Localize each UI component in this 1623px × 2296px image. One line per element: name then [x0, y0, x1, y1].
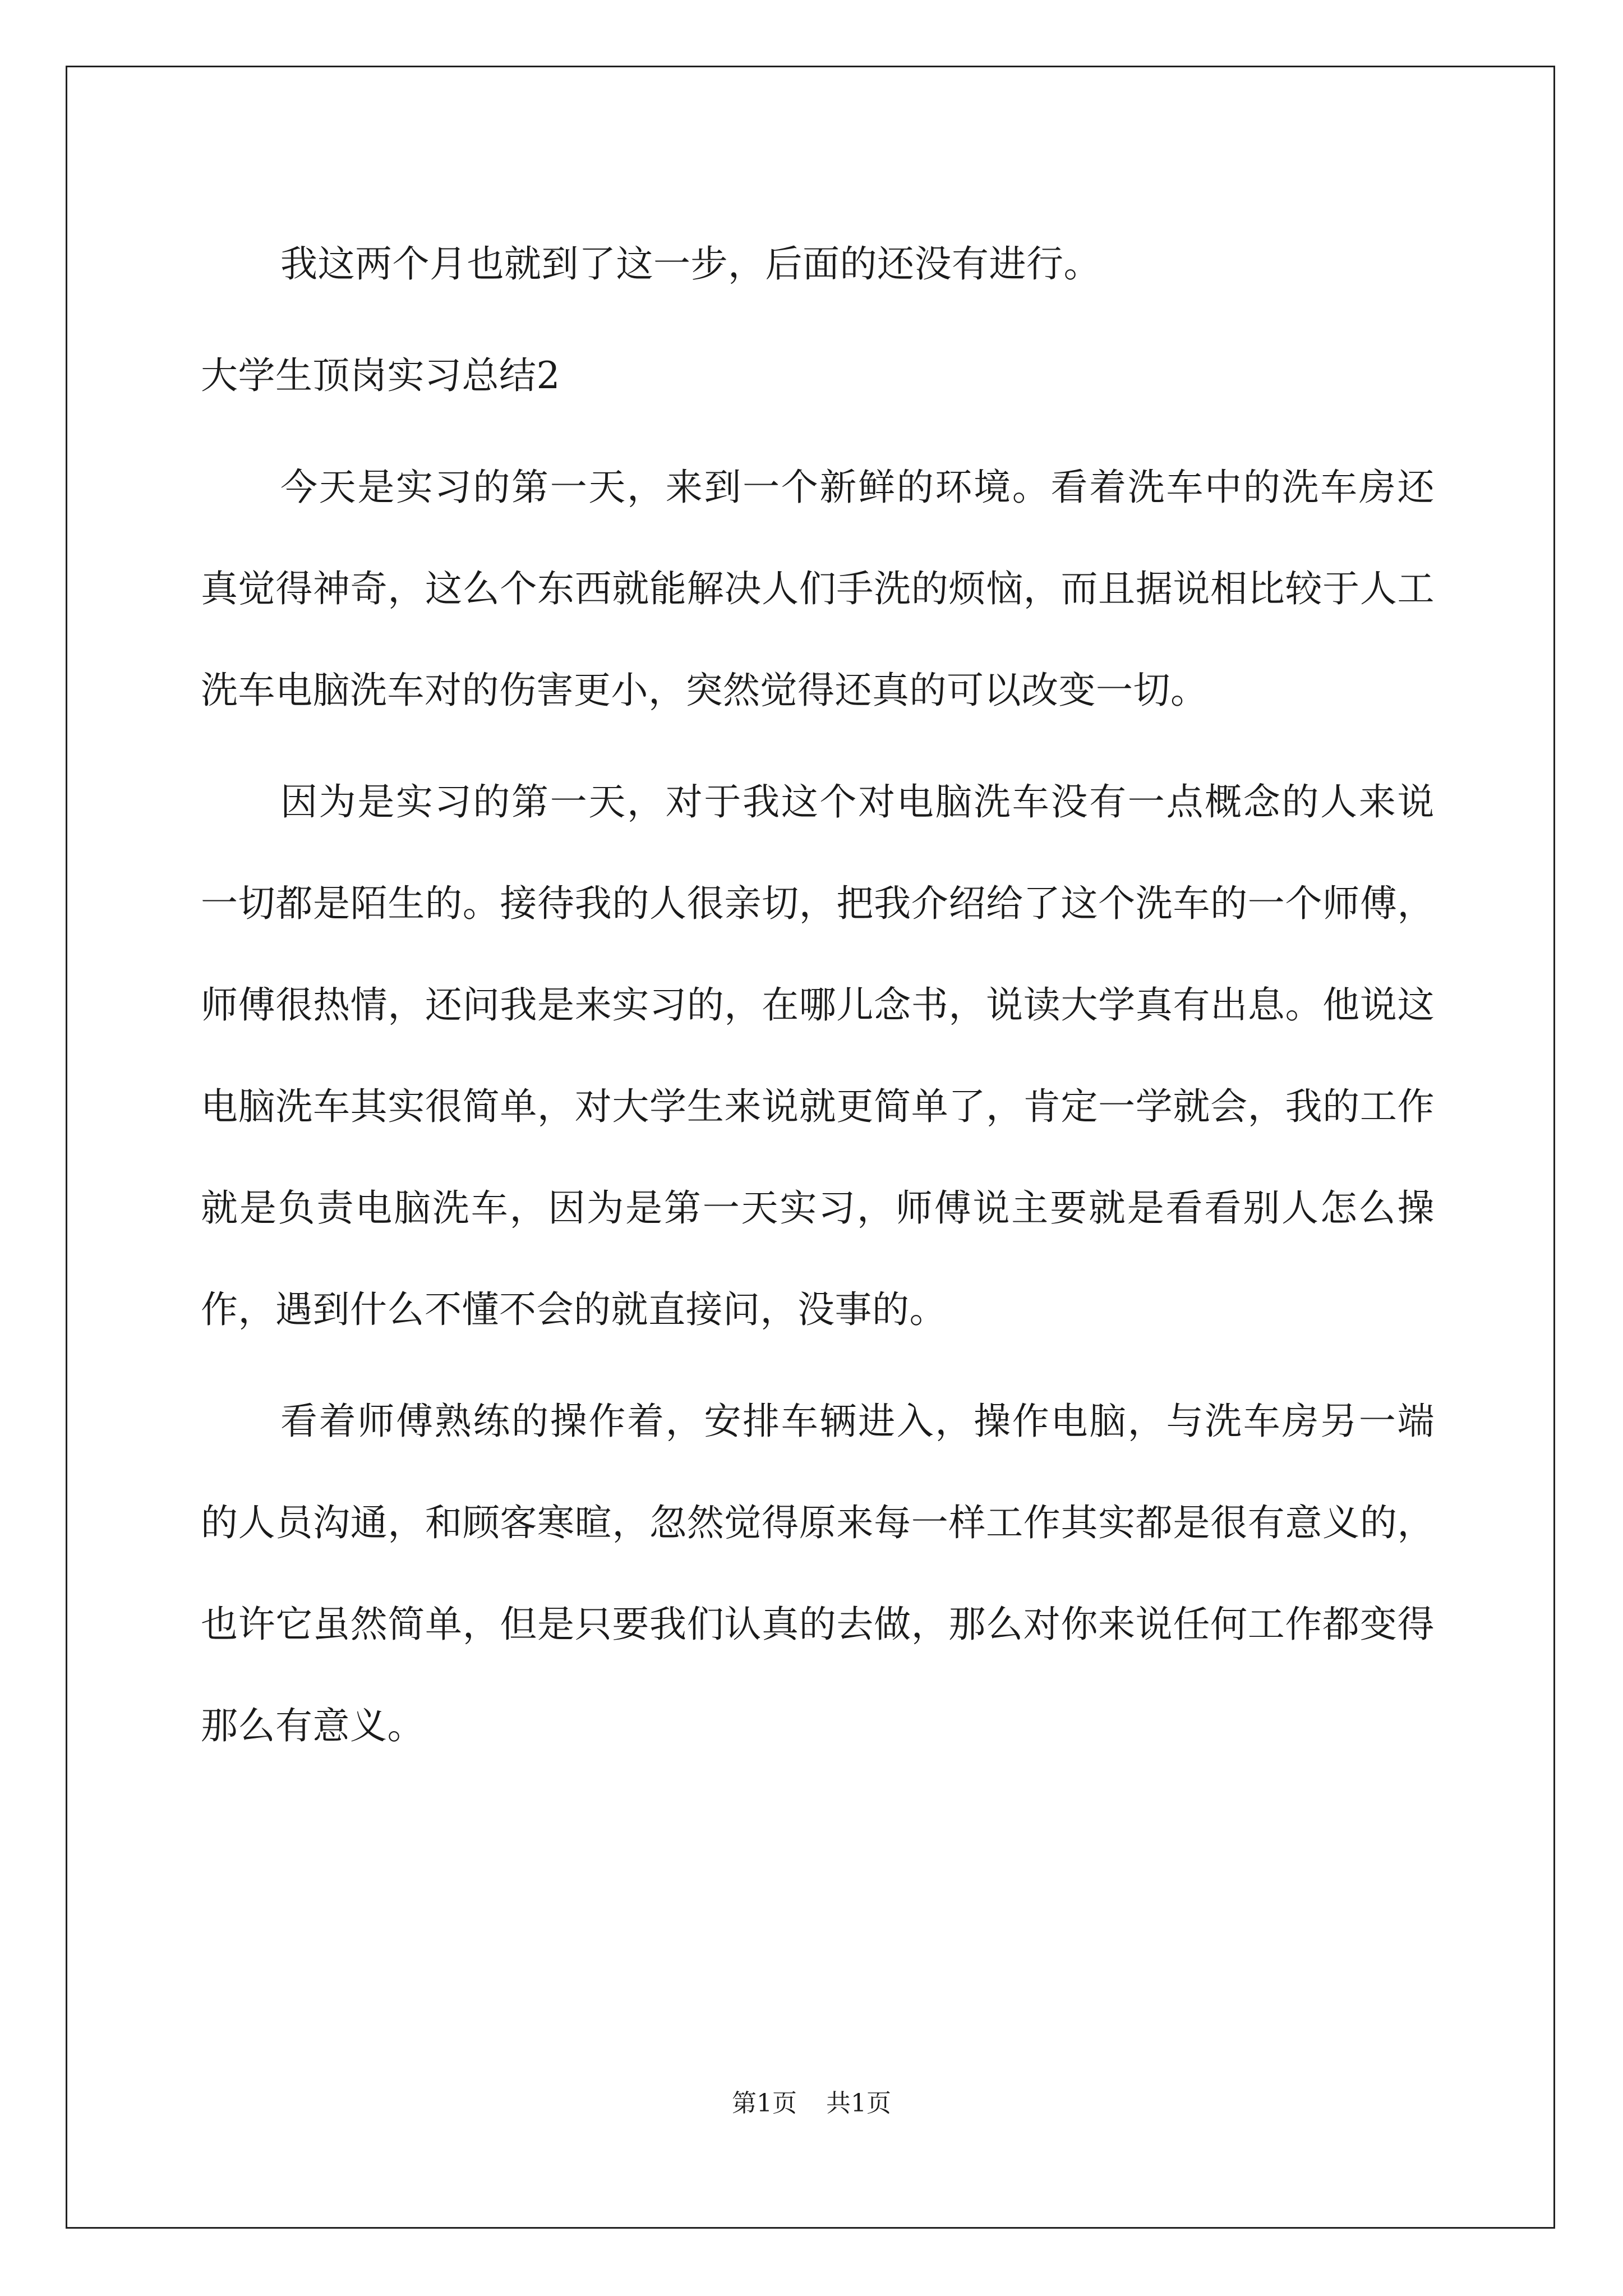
document-body: [201, 213, 1435, 1777]
paragraph-intro: 我这两个月也就到了这一步，后面的还没有进行。: [280, 242, 1101, 286]
page-footer: [0, 2087, 1623, 2120]
paragraph-meaning: 看着师傅熟练的操作着，安排车辆进入，操作电脑，与洗车房另一端的人员沟通，和顾客寒暄，忽然觉得原来每一样工作其实都是很有意义的，也许它虽然简单，但是只要我们认真的去做，那么对你来说任何工作都变得那么有意义。: [201, 1400, 1435, 1747]
paragraph-master: 因为是实习的第一天，对于我这个对电脑洗车没有一点概念的人来说一切都是陌生的。接待我的人很亲切，把我介绍给了这个洗车的一个师傅，师傅很热情，还问我是来实习的，在哪儿念书，说读大学真有出息。他说这电脑洗车其实很简单，对大学生来说就更简单了，肯定一学就会，我的工作就是负责电脑洗车，因为是第一天实习，师傅说主要就是看看别人怎么操作，遇到什么不懂不会的就直接问，没事的。: [201, 780, 1435, 1331]
paragraph-first-day: 今天是实习的第一天，来到一个新鲜的环境。看着洗车中的洗车房还真觉得神奇，这么个东西就能解决人们手洗的烦恼，而且据说相比较于人工洗车电脑洗车对的伤害更小，突然觉得还真的可以改变一切。: [201, 466, 1435, 712]
page-total: 共1页: [826, 2089, 891, 2118]
page-number: 第1页: [732, 2089, 797, 2118]
section-title: 大学生顶岗实习总结2: [201, 354, 560, 397]
